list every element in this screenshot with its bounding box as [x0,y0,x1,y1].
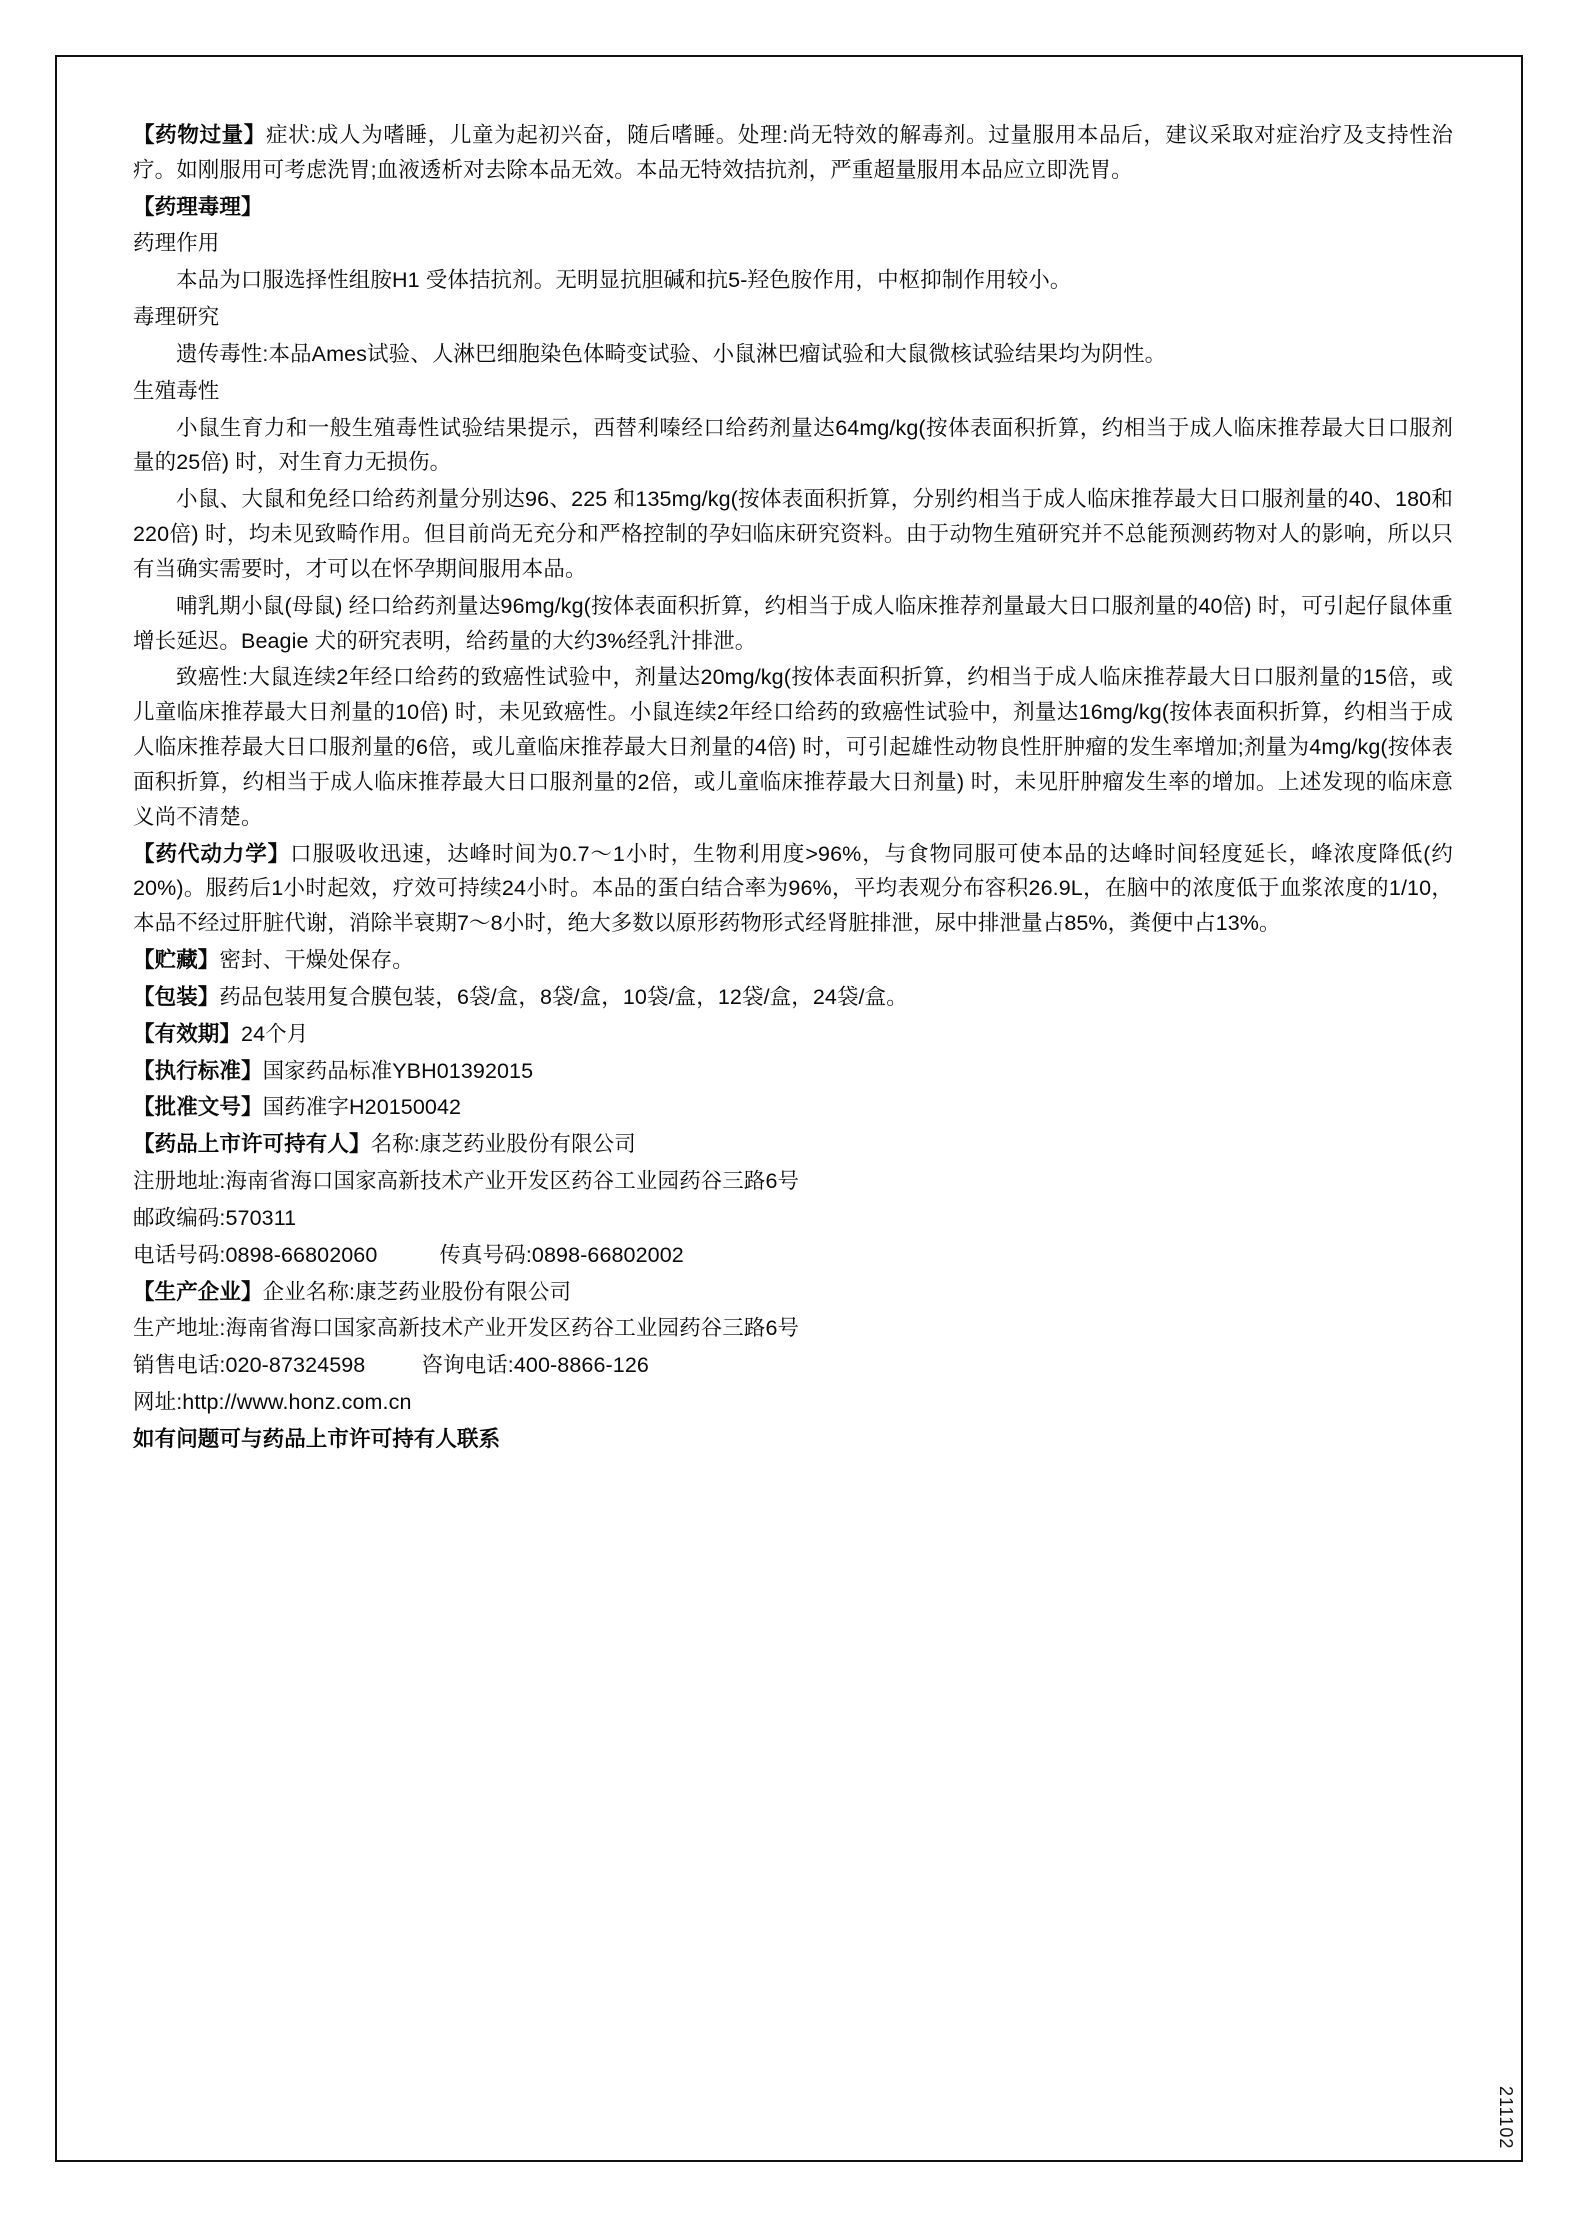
registered-address: 注册地址:海南省海口国家高新技术产业开发区药谷工业园药谷三路6号 [133,1169,800,1194]
section-packaging-text: 药品包装用复合膜包装，6袋/盒，8袋/盒，10袋/盒，12袋/盒，24袋/盒。 [219,984,908,1009]
section-overdose-text: 症状:成人为嗜睡，儿童为起初兴奋，随后嗜睡。处理:尚无特效的解毒剂。过量服用本品后，建议采取对症治疗及支持性治疗。如刚服用可考虑洗胃;血液透析对去除本品无效。本品无特效拮抗剂，严重超量服用本品应立即洗胃。 [133,123,1453,182]
section-validity-text: 24个月 [241,1021,309,1046]
production-address: 生产地址:海南省海口国家高新技术产业开发区药谷工业园药谷三路6号 [133,1316,800,1341]
section-pharmacology-toxicology-heading [133,190,1453,225]
subheading-toxicology-research: 毒理研究 [133,305,220,330]
section-manufacturer-text: 企业名称:康芝药业股份有限公司 [262,1279,572,1304]
fax-number: 传真号码:0898-66802002 [439,1242,684,1267]
website: 网址:http://www.honz.com.cn [133,1389,412,1414]
section-manufacturer-label: 【生产企业】 [133,1279,263,1304]
section-mah-label: 【药品上市许可持有人】 [133,1132,371,1157]
section-storage-text: 密封、干燥处保存。 [219,948,414,973]
section-approval-number-text: 国药准字H20150042 [262,1095,462,1120]
paragraph-carcinogenicity: 致癌性:大鼠连续2年经口给药的致癌性试验中，剂量达20mg/kg(按体表面积折算，约相当于成人临床推荐最大日口服剂量的15倍，或儿童临床推荐最大日剂量的10倍) 时，未见致癌性。小鼠连续2年经口给药的致癌性试验中，剂量达16mg/kg(按体表面积折算，约相当于成人临床推荐最大日口服剂量的6倍，或儿童临床推荐最大日剂量的4倍) 时，可引起雄性动物良性肝肿瘤的发生率增加;剂量为4mg/kg(按体表面积折算，约相当于成人临床推荐最大日口服剂量的2倍，或儿童临床推荐最大日剂量) 时，未见肝肿瘤发生率的增加。上述发现的临床意义尚不清楚。 [133,665,1453,829]
paragraph-pharmacological-action-body: 本品为口服选择性组胺H1 受体拮抗剂。无明显抗胆碱和抗5-羟色胺作用，中枢抑制作用较小。 [176,268,1072,293]
section-storage [133,943,1453,978]
phone-number: 电话号码:0898-66802060 [133,1242,378,1267]
section-validity-label: 【有效期】 [133,1021,242,1046]
consult-phone: 咨询电话:400-8866-126 [421,1353,649,1378]
section-manufacturer [133,1275,1453,1310]
contact-sales-consult-row [133,1348,1453,1383]
subheading-pharmacological-action: 药理作用 [133,231,220,256]
section-mah [133,1127,1453,1162]
section-packaging [133,980,1453,1015]
section-storage-label: 【贮藏】 [133,948,220,973]
footer-note: 如有问题可与药品上市许可持有人联系 [133,1426,501,1451]
section-validity [133,1017,1453,1052]
section-standard-label: 【执行标准】 [133,1058,263,1083]
contact-phone-fax-row [133,1238,1453,1273]
section-pharmacokinetics [133,837,1453,941]
page-code: 211102 [1496,2085,1516,2149]
section-packaging-label: 【包装】 [133,984,220,1009]
section-pharmacology-toxicology-label: 【药理毒理】 [133,194,263,219]
postcode: 邮政编码:570311 [133,1205,297,1230]
section-standard-text: 国家药品标准YBH01392015 [262,1058,534,1083]
section-overdose [133,118,1453,188]
section-pharmacokinetics-label: 【药代动力学】 [133,841,291,866]
sales-phone: 销售电话:020-87324598 [133,1353,366,1378]
section-overdose-label: 【药物过量】 [133,123,266,147]
subheading-reproductive-toxicity: 生殖毒性 [133,378,220,403]
paragraph-reproductive-3: 哺乳期小鼠(母鼠) 经口给药剂量达96mg/kg(按体表面积折算，约相当于成人临床推荐剂量最大日口服剂量的40倍) 时，可引起仔鼠体重增长延迟。Beagie 犬的研究表明，给药量的大约3%经乳汁排泄。 [133,593,1453,653]
document-content [133,118,1453,1459]
section-standard [133,1054,1453,1089]
section-pharmacokinetics-text: 口服吸收迅速，达峰时间为0.7～1小时，生物利用度>96%，与食物同服可使本品的达峰时间轻度延长，峰浓度降低(约20%)。服药后1小时起效，疗效可持续24小时。本品的蛋白结合率为96%，平均表观分布容积26.9L，在脑中的浓度低于血浆浓度的1/10，本品不经过肝脏代谢，消除半衰期7～8小时，绝大多数以原形药物形式经肾脏排泄，尿中排泄量占85%，粪便中占13%。 [133,841,1453,936]
section-mah-text: 名称:康芝药业股份有限公司 [370,1132,636,1157]
section-approval-number [133,1090,1453,1125]
paragraph-genetic-toxicity: 遗传毒性:本品Ames试验、人淋巴细胞染色体畸变试验、小鼠淋巴瘤试验和大鼠微核试验结果均为阴性。 [176,341,1167,366]
paragraph-reproductive-2: 小鼠、大鼠和免经口给药剂量分别达96、225 和135mg/kg(按体表面积折算，分别约相当于成人临床推荐最大日口服剂量的40、180和220倍) 时，均未见致畸作用。但目前尚无充分和严格控制的孕妇临床研究资料。由于动物生殖研究并不总能预测药物对人的影响，所以只有当确实需要时，才可以在怀孕期间服用本品。 [133,487,1453,581]
paragraph-reproductive-1: 小鼠生育力和一般生殖毒性试验结果提示，西替利嗪经口给药剂量达64mg/kg(按体表面积折算，约相当于成人临床推荐最大日口服剂量的25倍) 时，对生育力无损伤。 [133,415,1453,475]
section-approval-number-label: 【批准文号】 [133,1095,263,1120]
